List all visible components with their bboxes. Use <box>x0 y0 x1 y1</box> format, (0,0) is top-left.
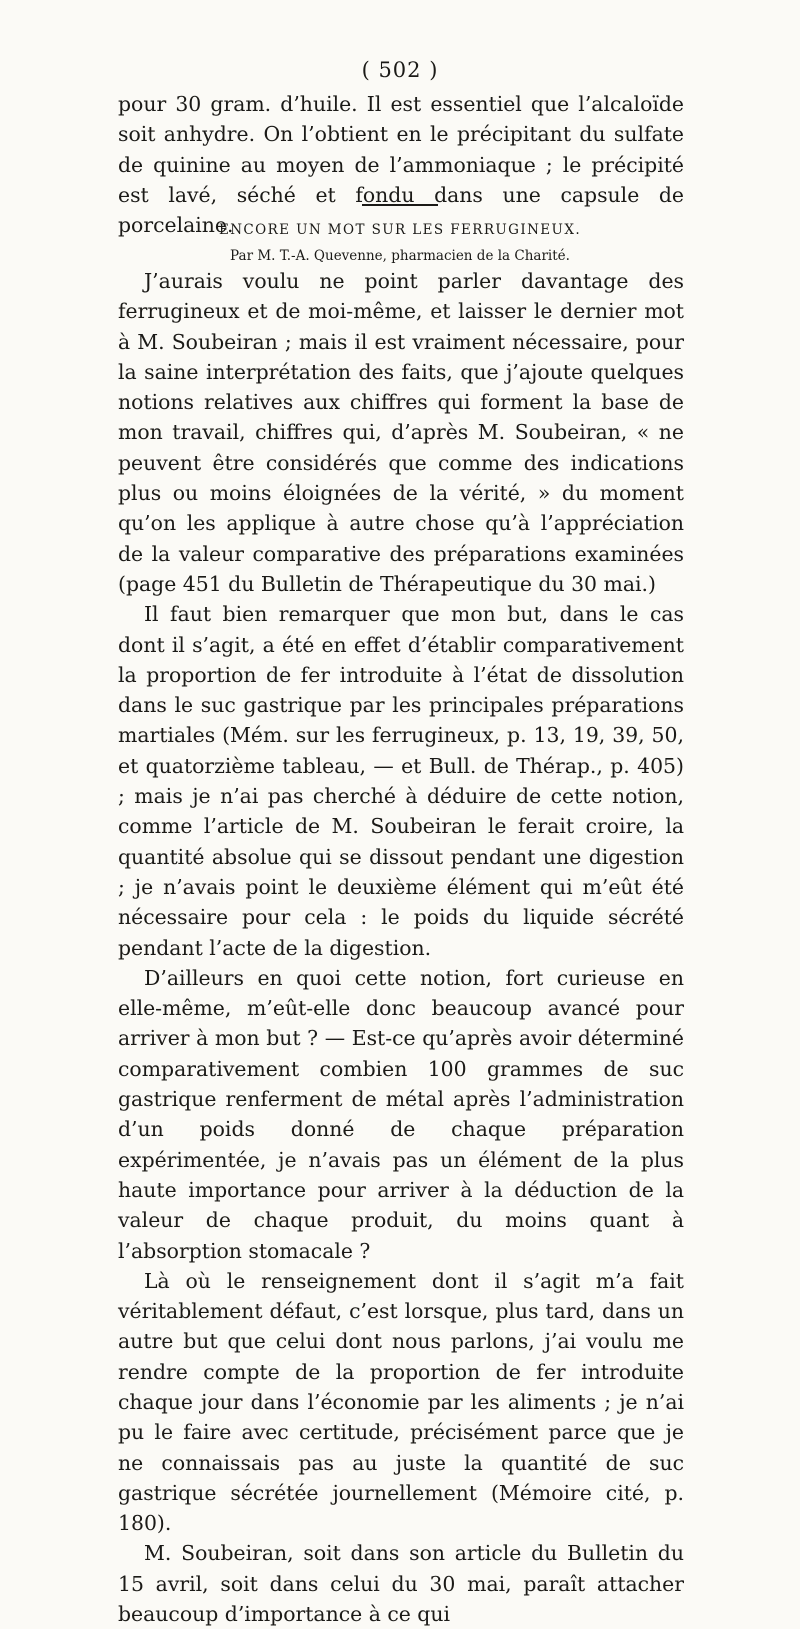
page-number: ( 502 ) <box>361 58 439 82</box>
paragraph: Là où le renseignement dont il s’agit m’a fait véritablement défaut, c’est lorsque, plus tard, dans un autre but que celui dont nous parlons, j’ai voulu me rendre compte de la proportion de fer introduite chaque jour dans l’économie par les aliments ; je n’ai pu le faire avec certitude, précisément parce que je ne connaissais pas au juste la quantité de suc gastrique sécrétée journellement (Mémoire cité, p. 180). <box>118 1268 684 1536</box>
article-byline: Par M. T.-A. Quevenne, pharmacien de la Charité. <box>230 248 570 264</box>
paragraph: D’ailleurs en quoi cette notion, fort curieuse en elle-même, m’eût-elle donc beaucoup avancé pour arriver à mon but ? — Est-ce qu’après avoir déterminé comparativement combien 100 grammes de suc gastrique renferment de métal après l’administration d’un poids donné de chaque préparation expérimentée, je n’avais pas un élément de la plus haute importance pour arriver à la déduction de la valeur de chaque produit, du moins quant à l’absorption stomacale ? <box>118 965 684 1263</box>
article-body <box>118 266 684 1629</box>
article-title: ENCORE UN MOT SUR LES FERRUGINEUX. <box>218 222 582 238</box>
lead-paragraph: pour 30 gram. d’huile. Il est essentiel que l’alcaloïde soit anhydre. On l’obtient en le précipitant du sulfate de quinine au moyen de l’ammoniaque ; le précipité est lavé, séché et fondu dans une capsule de porcelaine. <box>118 92 684 238</box>
paragraph: Il faut bien remarquer que mon but, dans le cas dont il s’agit, a été en effet d’établir comparativement la proportion de fer introduite à l’état de dissolution dans le suc gastrique par les principales préparations martiales (Mém. sur les ferrugineux, p. 13, 19, 39, 50, et quatorzième tableau, — et Bull. de Thérap., p. 405) ; mais je n’ai pas cherché à déduire de cette notion, comme l’article de M. Soubeiran le ferait croire, la quantité absolue qui se dissout pendant une digestion ; je n’avais point le deuxième élément qui m’eût été nécessaire pour cela : le poids du liquide sécrété pendant l’acte de la digestion. <box>118 602 684 960</box>
section-divider <box>362 204 438 206</box>
paragraph: J’aurais voulu ne point parler davantage des ferrugineux et de moi-même, et laisser le dernier mot à M. Soubeiran ; mais il est vraiment nécessaire, pour la saine interprétation des faits, que j’ajoute quelques notions relatives aux chiffres qui forment la base de mon travail, chiffres qui, d’après M. Soubeiran, « ne peuvent être considérés que comme des indications plus ou moins éloignées de la vérité, » du moment qu’on les applique à autre chose qu’à l’appréciation de la valeur comparative des préparations examinées (page 451 du Bulletin de Thérapeutique du 30 mai.) <box>118 269 684 596</box>
paragraph: M. Soubeiran, soit dans son article du Bulletin du 15 avril, soit dans celui du 30 mai, paraît attacher beaucoup d’importance à ce qui <box>118 1541 684 1627</box>
